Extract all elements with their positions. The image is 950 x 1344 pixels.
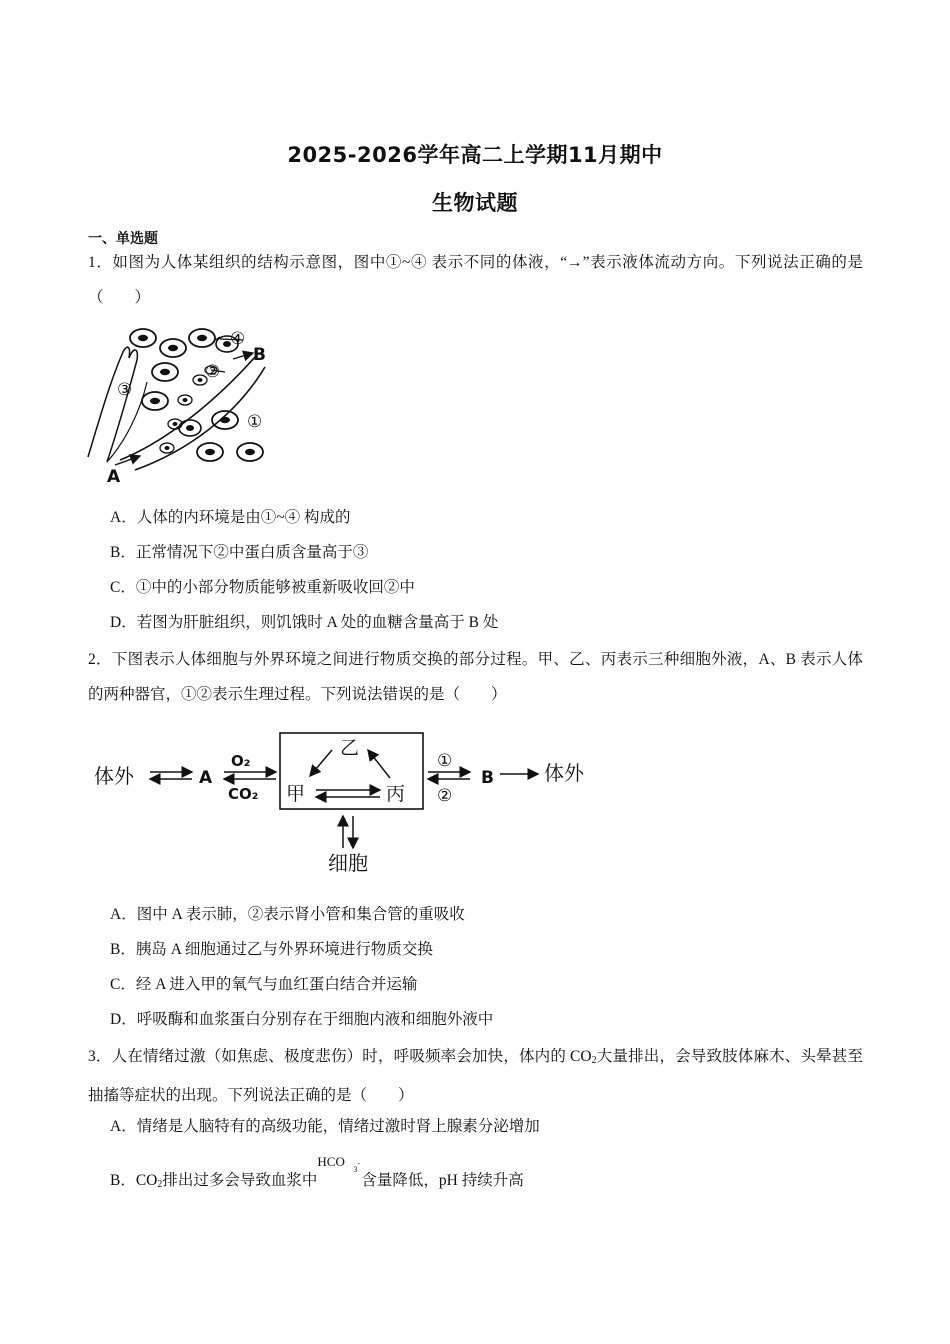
tissue-structure-diagram [85,322,280,488]
formula-sub: 3 [353,1165,358,1174]
q2-option-d: D．呼吸酶和血浆蛋白分别存在于细胞内液和细胞外液中 [110,1011,494,1028]
label-2: ② [205,362,221,382]
process-1-label: ① [437,751,453,771]
formula-subscript [353,1159,360,1181]
q1-option-a: A．人体的内环境是由①~④ 构成的 [110,509,351,526]
q1-option-d: D．若图为肝脏组织，则饥饿时 A 处的血糖含量高于 B 处 [110,614,499,631]
outside-left-label: 体外 [94,764,134,788]
label-1: ① [247,412,263,432]
q2-option-b: B．胰岛 A 细胞通过乙与外界环境进行物质交换 [110,941,433,958]
q3-option-b [110,1154,524,1196]
q3-option-b-mid: 排出过多会导致血浆中 [162,1172,318,1189]
q1-option-b: B．正常情况下②中蛋白质含量高于③ [110,544,369,561]
organ-b-label: B [481,768,494,788]
q3-option-b-sub: 2 [157,1179,163,1190]
exam-subtitle: 生物试题 [432,191,518,215]
jia-label: 甲 [286,783,306,805]
bing-label: 丙 [386,783,406,805]
outside-right-label: 体外 [544,761,584,785]
label-4: ④ [230,329,246,349]
label-b: B [253,345,266,365]
q3-stem-part2: 大量排出，会导致肢体麻木、头晕甚至抽搐等症状的出现。下列说法正确的是（ ） [88,1048,863,1104]
question-3-stem [88,1039,863,1113]
question-1-stem: 1．如图为人体某组织的结构示意图，图中①~④ 表示不同的体液，“→”表示液体流动方向。下列说法正确的是（ ） [88,254,863,306]
section-heading: 一、单选题 [88,231,158,247]
label-a: A [107,467,121,487]
q3-option-b-prefix: B．CO [110,1172,158,1189]
process-2-label: ② [437,786,453,806]
organ-a-label: A [199,768,213,788]
q3-option-b-suffix: 含量降低，pH 持续升高 [361,1172,524,1189]
material-exchange-diagram [90,728,600,880]
co2-label: CO₂ [228,785,259,803]
question-2-stem: 2．下图表示人体细胞与外界环境之间进行物质交换的部分过程。甲、乙、丙表示三种细胞外液，A、B 表示人体的两种器官，①②表示生理过程。下列说法错误的是（ ） [88,651,863,703]
q2-option-a: A．图中 A 表示肺，②表示肾小管和集合管的重吸收 [110,906,465,923]
bicarbonate-formula [317,1154,361,1185]
cell-label: 细胞 [328,851,368,875]
yi-label: 乙 [340,737,360,759]
q1-option-c: C．①中的小部分物质能够被重新吸收回②中 [110,579,415,596]
o2-label: O₂ [231,752,251,770]
formula-charge: - [357,1159,361,1168]
q3-stem-part1: 3．人在情绪过激（如焦虑、极度悲伤）时，呼吸频率会加快，体内的 CO [88,1048,592,1065]
q3-stem-sub: 2 [591,1055,597,1066]
q2-option-c: C．经 A 进入甲的氧气与血红蛋白结合并运输 [110,976,418,993]
label-3: ③ [117,380,133,400]
formula-main: HCO [317,1154,345,1169]
q3-option-a: A．情绪是人脑特有的高级功能，情绪过激时肾上腺素分泌增加 [110,1118,540,1135]
exam-title: 2025-2026学年高二上学期11月期中 [287,143,663,167]
